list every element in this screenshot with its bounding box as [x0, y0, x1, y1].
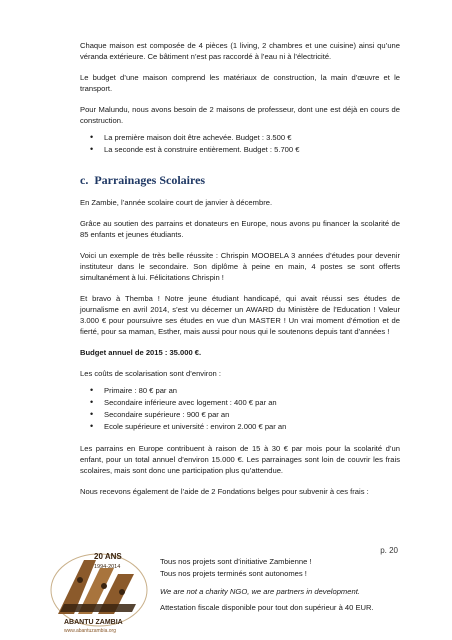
logo-name: ABANTU ZAMBIA: [64, 619, 123, 626]
paragraph-chrispin: Voici un exemple de très belle réussite : Chrispin MOOBELA 3 années d’études pour devenir instituteur dans le secondaire. Son diplôme à peine en main, 4 postes se sont offerts simultanément à lui. Félicitations Chrispin !: [80, 251, 400, 282]
house-budget-list: [80, 132, 400, 155]
paragraph-house-composition: Chaque maison est composée de 4 pièces (1 living, 2 chambres et une cuisine) ainsi qu’une véranda extérieure. Ce bâtiment n’est pas raccordé à l’eau ni à l’électricité.: [80, 41, 400, 61]
paragraph-school-year: En Zambie, l’année scolaire court de janvier à décembre.: [80, 198, 273, 207]
footer-line-partners: We are not a charity NGO, we are partners in development.: [160, 587, 360, 596]
section-heading: [80, 173, 400, 187]
paragraph-house-budget: Le budget d’une maison comprend les matériaux de construction, la main d’œuvre et le transport.: [80, 73, 400, 93]
logo-years: 1994-2014: [94, 564, 121, 570]
logo-graphic: [44, 544, 154, 634]
logo-url: www.abantuzambia.org: [64, 628, 116, 634]
paragraph-costs-intro: Les coûts de scolarisation sont d’environ :: [80, 369, 221, 378]
paragraph-sponsors-contribution: Les parrains en Europe contribuent à raison de 15 à 30 € par mois pour la scolarité d’un enfant, pour un total annuel d’environ 15.000 €. Les parrainages sont loin de couvrir les frais scolaires, mais sont donc une participation plus qu’attendue.: [80, 444, 400, 475]
footer-line-tax: Attestation fiscale disponible pour tout don supérieur à 40 EUR.: [160, 603, 374, 612]
section-number: c.: [80, 173, 89, 187]
list-item: • Secondaire inférieure avec logement : 400 € par an: [104, 397, 400, 408]
list-item: • Primaire : 80 € par an: [104, 385, 400, 396]
list-item: • La seconde est à construire entièrement. Budget : 5.700 €: [104, 144, 400, 155]
paragraph-foundations: Nous recevons également de l’aide de 2 Fondations belges pour subvenir à ces frais :: [80, 487, 369, 496]
paragraph-themba: Et bravo à Themba ! Notre jeune étudiant handicapé, qui avait réussi ses études de journalisme en avril 2014, s’est vu décerner un AWARD du Ministère de l’Education ! Valeur 3.000 € pour poursuivre ses études en vue d’un MASTER ! Un vrai moment d’émotion et de fierté, pour sa maman, Esther, mais aussi pour nous qui le soutenons depuis tant d’années !: [80, 294, 400, 336]
abantu-zambia-logo: [44, 544, 154, 634]
footer-line: Tous nos projets sont d’initiative Zambienne !: [160, 557, 312, 566]
budget-annual: Budget annuel de 2015 : 35.000 €.: [80, 348, 202, 357]
paragraph-sponsors-support: Grâce au soutien des parrains et donateurs en Europe, nous avons pu financer la scolarité de 85 enfants et jeunes étudiants.: [80, 219, 400, 239]
list-item: • La première maison doit être achevée. Budget : 3.500 €: [104, 132, 400, 143]
school-cost-list: [80, 385, 400, 432]
page-content: [80, 40, 400, 507]
page-number: p. 20: [380, 546, 398, 555]
section-title: Parrainages Scolaires: [94, 173, 206, 187]
list-item: • Ecole supérieure et université : environ 2.000 € par an: [104, 421, 400, 432]
logo-anniversary: 20 ANS: [94, 552, 122, 561]
list-item: • Secondaire supérieure : 900 € par an: [104, 409, 400, 420]
page-footer: [0, 540, 452, 640]
footer-line: Tous nos projets terminés sont autonomes !: [160, 569, 307, 578]
paragraph-malundu: Pour Malundu, nous avons besoin de 2 maisons de professeur, dont une est déjà en cours de construction.: [80, 105, 400, 125]
footer-text: [160, 556, 410, 614]
